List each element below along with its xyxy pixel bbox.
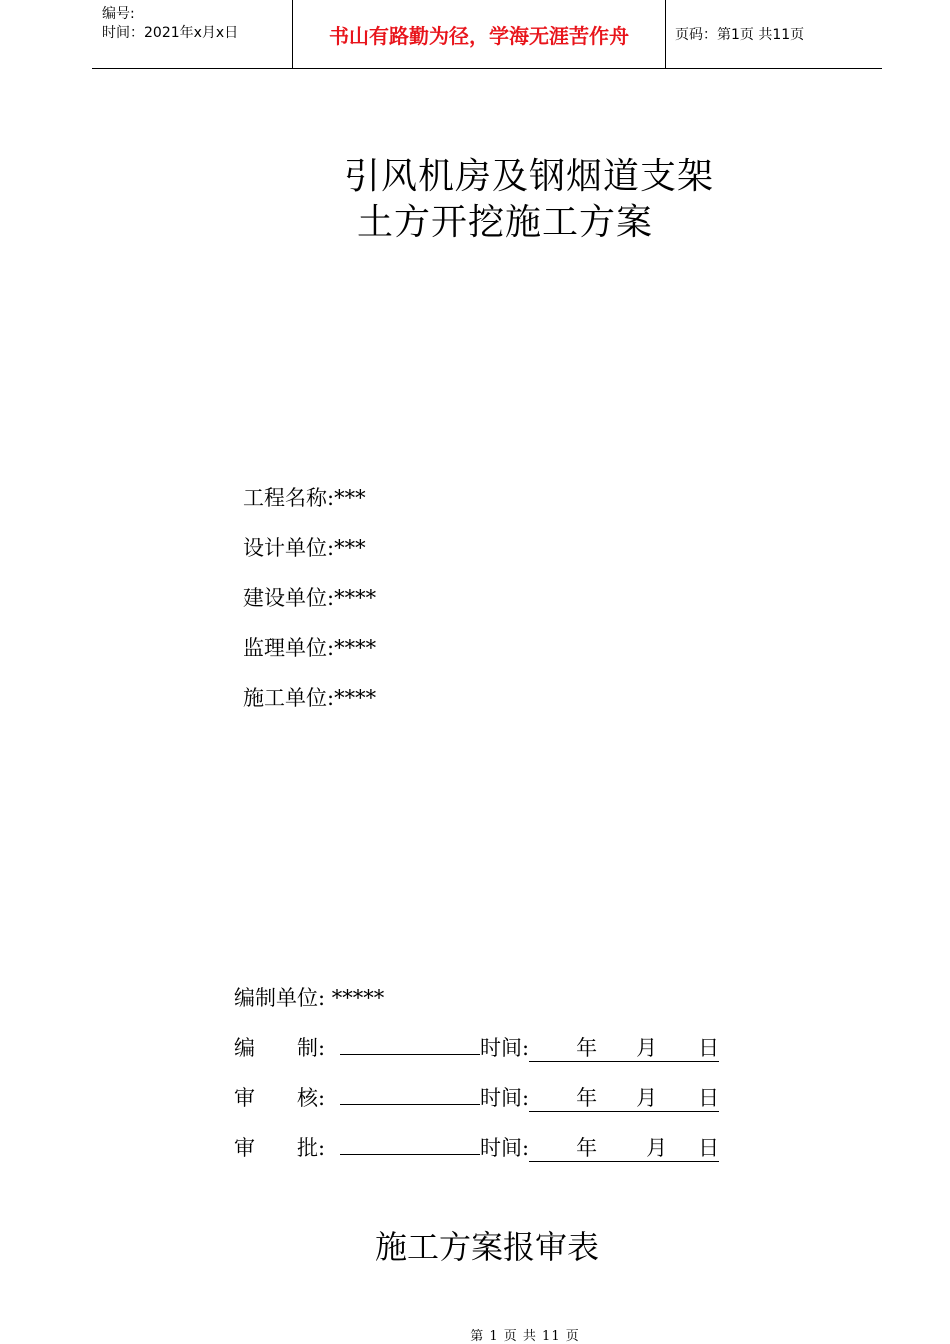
project-name: 工程名称:*** — [243, 486, 366, 510]
date-field[interactable] — [529, 1085, 719, 1112]
construction-owner: 建设单位:**** — [243, 586, 377, 610]
supervision-unit: 监理单位:**** — [243, 636, 377, 660]
year-label: 年 — [576, 1086, 598, 1110]
document-date: 时间：2021年x月x日 — [102, 25, 239, 41]
time-label: 时间: — [480, 1036, 530, 1060]
signature-label: 编 制: — [234, 1036, 326, 1060]
signature-label: 审 核: — [234, 1086, 326, 1110]
signature-block — [234, 982, 719, 1182]
document-title — [0, 154, 950, 246]
document-number-label: 编号: — [102, 6, 135, 22]
header-page-number: 页码：第1页 共11页 — [675, 27, 805, 43]
day-label: 日 — [698, 1086, 720, 1110]
year-label: 年 — [576, 1036, 598, 1060]
header-motto: 书山有路勤为径，学海无涯苦作舟 — [329, 23, 629, 48]
compiling-unit: 编制单位: ***** — [234, 986, 385, 1010]
year-label: 年 — [576, 1136, 598, 1160]
signature-blank[interactable] — [340, 1032, 480, 1055]
month-label: 月 — [646, 1136, 668, 1160]
date-field[interactable] — [529, 1135, 719, 1162]
header-motto-cell — [293, 0, 666, 68]
signature-row-approve — [234, 1132, 719, 1182]
title-line-1: 引风机房及钢烟道支架 — [343, 156, 714, 197]
time-label: 时间: — [480, 1086, 530, 1110]
page-footer: 第 1 页 共 11 页 — [470, 1329, 580, 1344]
day-label: 日 — [698, 1136, 720, 1160]
time-label: 时间: — [480, 1136, 530, 1160]
day-label: 日 — [698, 1036, 720, 1060]
title-line-2: 土方开挖施工方案 — [356, 202, 653, 243]
date-field[interactable] — [529, 1035, 719, 1062]
section-title: 施工方案报审表 — [374, 1228, 599, 1266]
header-meta — [92, 0, 293, 68]
signature-label: 审 批: — [234, 1136, 326, 1160]
project-info — [243, 482, 376, 732]
design-unit: 设计单位:*** — [243, 536, 366, 560]
month-label: 月 — [636, 1036, 658, 1060]
signature-row-review — [234, 1082, 719, 1132]
month-label: 月 — [636, 1086, 658, 1110]
contractor-unit: 施工单位:**** — [243, 686, 377, 710]
signature-blank[interactable] — [340, 1082, 480, 1105]
signature-row-compile — [234, 1032, 719, 1082]
page-header — [92, 0, 882, 69]
signature-blank[interactable] — [340, 1132, 480, 1155]
